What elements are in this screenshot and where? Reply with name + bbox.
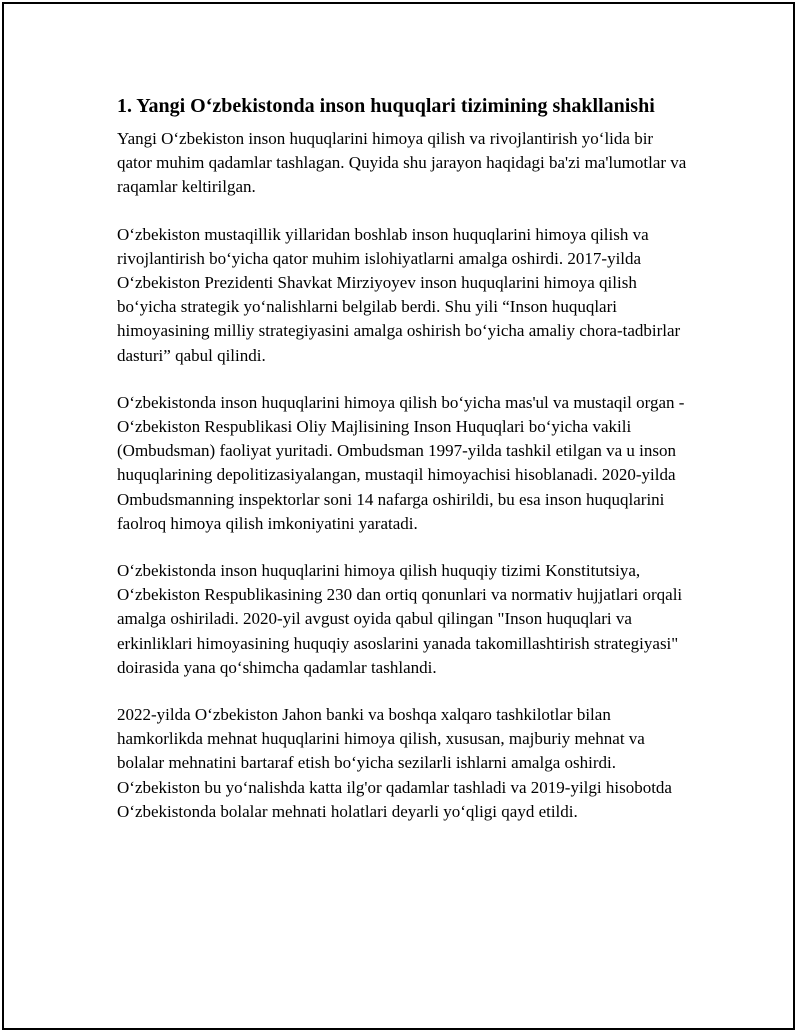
paragraph-labor-rights: 2022-yilda O‘zbekiston Jahon banki va boshqa xalqaro tashkilotlar bilan hamkorlikda mehnat huquqlarini himoya qilish, xususan, majburiy mehnat va bolalar mehnatini bartaraf etish bo‘yicha sezilarli ishlarni amalga oshirdi. O‘zbekiston bu yo‘nalishda katta ilg'or qadamlar tashladi va 2019-yilgi hisobotda O‘zbekistonda bolalar mehnati holatlari deyarli yo‘qligi qayd etildi. [117,705,672,821]
paragraph-reforms: O‘zbekiston mustaqillik yillaridan boshlab inson huquqlarini himoya qilish va rivojlantirish bo‘yicha qator muhim islohiyatlarni amalga oshirdi. 2017-yilda O‘zbekiston Prezidenti Shavkat Mirziyoyev inson huquqlarini himoya qilish bo‘yicha strategik yo‘nalishlarni belgilab berdi. Shu yili “Inson huquqlari himoyasining milliy strategiyasini amalga oshirish bo‘yicha amaliy chora-tadbirlar dasturi” qabul qilindi. [117,224,681,365]
paragraph-legal-system: O‘zbekistonda inson huquqlarini himoya qilish huquqiy tizimi Konstitutsiya, O‘zbekiston Respublikasining 230 dan ortiq qonunlari va normativ hujjatlari orqali amalga oshiriladi. 2020-yil avgust oyida qabul qilingan "Inson huquqlari va erkinliklari himoyasining huquqiy asoslarini yanada takomillashtirish strategiyasi" doirasida yana qo‘shimcha qadamlar tashlandi. [117,561,683,677]
paragraph-intro: Yangi O‘zbekiston inson huquqlarini himoya qilish va rivojlantirish yo‘lida bir qator muhim qadamlar tashlagan. Quyida shu jarayon haqidagi ba'zi ma'lumotlar va raqamlar keltirilgan. [117,129,687,197]
section-heading: 1. Yangi O‘zbekistonda inson huquqlari tizimining shakllanishi [117,95,655,117]
paragraph-ombudsman: O‘zbekistonda inson huquqlarini himoya qilish bo‘yicha mas'ul va mustaqil organ - O‘zbekiston Respublikasi Oliy Majlisining Inson Huquqlari bo‘yicha vakili (Ombudsman) faoliyat yuritadi. Ombudsman 1997-yilda tashkil etilgan va u inson huquqlarining depolitizasiyalangan, mustaqil himoyachisi hisoblanadi. 2020-yilda Ombudsmanning inspektorlar soni 14 nafarga oshirildi, bu esa inson huquqlarini faolroq himoya qilish imkoniyatini yaratadi. [117,392,685,533]
document-body [117,93,690,847]
